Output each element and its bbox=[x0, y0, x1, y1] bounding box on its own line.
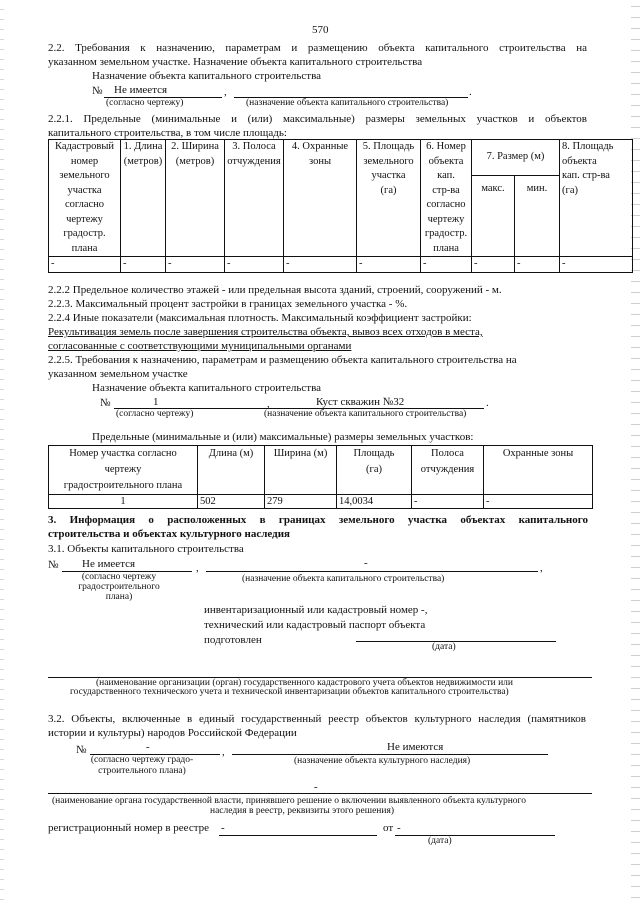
header-width: 2. Ширина (метров) bbox=[166, 140, 225, 257]
plot-dimensions-table bbox=[48, 445, 593, 509]
section-3-heading-line2: строительства и объектах культурного наследия bbox=[48, 528, 291, 540]
table-cell: - bbox=[49, 257, 121, 273]
scan-edge-left bbox=[0, 0, 4, 905]
section-2-2-5-limits-label: Предельные (минимальные и (или) максимальные) размеры земельных участков: bbox=[92, 431, 474, 443]
section-3-1-no-value: Не имеется bbox=[82, 558, 136, 570]
section-3-2-purpose-line bbox=[232, 754, 548, 755]
section-2-2-heading-line2: указанном земельном участке. Назначение объекта капитального строительства bbox=[48, 56, 423, 68]
page-number: 570 bbox=[312, 24, 329, 36]
scan-edge-right bbox=[631, 0, 640, 905]
header-plot-area: 5. Площадь земельного участка (га) bbox=[357, 140, 421, 257]
section-3-2-no-value: - bbox=[146, 741, 150, 753]
section-2-2-2-floors: 2.2.2 Предельное количество этажей - или предельная высота зданий, строений, сооружений - м. bbox=[48, 284, 502, 296]
section-3-2-from-line bbox=[395, 835, 555, 836]
header-size-max: макс. bbox=[472, 175, 515, 256]
table-cell: - bbox=[166, 257, 225, 273]
section-3-1-passport: технический или кадастровый паспорт объекта bbox=[204, 619, 426, 631]
section-3-2-comma: , bbox=[222, 746, 225, 758]
section-3-2-from-label: от bbox=[383, 822, 394, 834]
section-3-1-heading: 3.1. Объекты капитального строительства bbox=[48, 543, 244, 555]
section-3-2-registration-value: - bbox=[221, 822, 225, 834]
section-2-2-heading-line1: 2.2. Требования к назначению, параметрам и размещению объекта капитального строительства на bbox=[48, 42, 587, 54]
header-alienation-zone: 3. Полоса отчуждения bbox=[225, 140, 284, 257]
section-3-2-authority-line bbox=[48, 793, 592, 794]
section-3-2-caption-plan: (согласно чертежу градо- строительного плана) bbox=[90, 755, 194, 776]
section-2-2-5-dot: . bbox=[486, 397, 489, 409]
section-2-2-purpose-label: Назначение объекта капитального строительства bbox=[92, 70, 322, 82]
header-object-number: 6. Номер объекта кап. стр-ва согласно чертежу градостр. плана bbox=[421, 140, 472, 257]
section-2-2-5-caption-plan: (согласно чертежу) bbox=[116, 409, 194, 419]
header-size: 7. Размер (м) bbox=[472, 140, 560, 176]
section-3-1-caption-purpose: (назначение объекта капитального строительства) bbox=[242, 574, 445, 584]
section-3-1-comma: , bbox=[196, 562, 199, 574]
section-3-2-authority-value: - bbox=[314, 781, 318, 793]
section-3-2-caption-purpose: (назначение объекта культурного наследия) bbox=[294, 756, 471, 766]
section-3-1-purpose-value: - bbox=[364, 557, 368, 569]
header-size-min: мин. bbox=[515, 175, 560, 256]
section-3-1-comma-end: , bbox=[540, 562, 543, 574]
section-3-1-inventory-number: инвентаризационный или кадастровый номер -, bbox=[204, 604, 428, 616]
section-3-2-caption-authority-line2: наследия в реестр, реквизиты этого решения) bbox=[210, 806, 395, 816]
land-plots-limits-table bbox=[48, 139, 633, 273]
table-cell: 1 bbox=[49, 495, 198, 509]
section-3-1-date-line bbox=[356, 641, 556, 642]
section-3-2-heading-line2: истории и культуры) народов Российской Федерации bbox=[48, 727, 297, 739]
table-cell: - bbox=[225, 257, 284, 273]
table-cell: - bbox=[121, 257, 166, 273]
section-3-2-purpose-value: Не имеются bbox=[387, 741, 444, 753]
table-cell: - bbox=[357, 257, 421, 273]
section-3-2-registration-line bbox=[219, 835, 377, 836]
section-3-heading-line1: 3. Информация о расположенных в границах земельного участка объектах капитального bbox=[48, 514, 588, 526]
table-cell: - bbox=[484, 495, 593, 509]
section-3-2-caption-authority-line1: (наименование органа государственной власти, принявшего решение о включении выявленного объекта культурного bbox=[52, 796, 526, 806]
section-2-2-1-heading-line2: капитального строительства, в том числе площадь: bbox=[48, 127, 287, 139]
header-length: Длина (м) bbox=[198, 446, 265, 495]
header-cadastral-number: Кадастровый номер земельного участка согласно чертежу градостр. плана bbox=[49, 140, 121, 257]
section-2-2-4-recultivation-line1: Рекультивация земель после завершения строительства объекта, вывоз всех отходов в места, bbox=[48, 326, 483, 338]
section-2-2-4-recultivation-line2: согласованные с соответствующими муниципальными органами bbox=[48, 340, 352, 352]
header-area: Площадь (га) bbox=[337, 446, 412, 495]
header-plot-number: Номер участка согласно чертежу градостроительного плана bbox=[49, 446, 198, 495]
header-width: Ширина (м) bbox=[265, 446, 337, 495]
section-3-1-caption-date: (дата) bbox=[432, 642, 456, 652]
section-2-2-5-purpose-value: Куст скважин №32 bbox=[316, 396, 405, 408]
table-cell: 502 bbox=[198, 495, 265, 509]
table-cell: - bbox=[421, 257, 472, 273]
section-2-2-no-sign: № bbox=[92, 85, 103, 97]
header-protection-zones: Охранные зоны bbox=[484, 446, 593, 495]
section-2-2-comma: , bbox=[224, 86, 227, 98]
table-cell: - bbox=[284, 257, 357, 273]
section-2-2-4-other-indicators: 2.2.4 Иные показатели (максимальная плотность. Максимальный коэффициент застройки: bbox=[48, 312, 472, 324]
section-2-2-caption-purpose: (назначение объекта капитального строительства) bbox=[246, 98, 449, 108]
section-2-2-5-no-sign: № bbox=[100, 397, 111, 409]
header-object-area: 8. Площадь объекта кап. стр-ва (га) bbox=[560, 140, 633, 257]
section-3-1-caption-organization-line2: государственного технического учета и технической инвентаризации объектов капитального строительства) bbox=[70, 687, 509, 697]
section-3-2-registration-label: регистрационный номер в реестре bbox=[48, 822, 210, 834]
section-3-1-caption-plan: (согласно чертежу градостроительного плана) bbox=[78, 572, 160, 602]
section-2-2-5-caption-purpose: (назначение объекта капитального строительства) bbox=[264, 409, 467, 419]
table-cell: - bbox=[472, 257, 515, 273]
table-cell: - bbox=[560, 257, 633, 273]
section-2-2-5-comma: , bbox=[267, 398, 270, 410]
section-3-2-caption-date: (дата) bbox=[428, 836, 452, 846]
section-2-2-5-heading-line2: указанном земельном участке bbox=[48, 368, 188, 380]
section-3-1-prepared-label: подготовлен bbox=[204, 634, 262, 646]
section-3-2-from-value: - bbox=[397, 822, 401, 834]
section-2-2-5-no-value: 1 bbox=[153, 396, 159, 408]
table-cell: - bbox=[412, 495, 484, 509]
section-3-1-purpose-line bbox=[206, 571, 538, 572]
table-cell: - bbox=[515, 257, 560, 273]
section-2-2-5-purpose-label: Назначение объекта капитального строительства bbox=[92, 382, 322, 394]
section-2-2-no-value: Не имеется bbox=[114, 84, 168, 96]
section-3-2-no-sign: № bbox=[76, 744, 87, 756]
section-2-2-3-build-percent: 2.2.3. Максимальный процент застройки в границах земельного участка - %. bbox=[48, 298, 408, 310]
section-2-2-1-heading-line1: 2.2.1. Предельные (минимальные и (или) максимальные) размеры земельных участков и объектов bbox=[48, 113, 587, 125]
header-length: 1. Длина (метров) bbox=[121, 140, 166, 257]
header-protection-zones: 4. Охранные зоны bbox=[284, 140, 357, 257]
section-2-2-dot: . bbox=[469, 86, 472, 98]
table-cell: 279 bbox=[265, 495, 337, 509]
section-3-2-heading-line1: 3.2. Объекты, включенные в единый государственный реестр объектов культурного наследия (памятников bbox=[48, 713, 586, 725]
section-2-2-5-heading-line1: 2.2.5. Требования к назначению, параметрам и размещению объекта капитального строительства на bbox=[48, 354, 517, 366]
section-3-1-no-sign: № bbox=[48, 559, 59, 571]
section-3-1-caption-organization-line1: (наименование организации (орган) государственного кадастрового учета объектов недвижимости или bbox=[96, 678, 513, 688]
header-alienation-zone: Полоса отчуждения bbox=[412, 446, 484, 495]
table-cell: 14,0034 bbox=[337, 495, 412, 509]
section-2-2-caption-plan: (согласно чертежу) bbox=[106, 98, 184, 108]
